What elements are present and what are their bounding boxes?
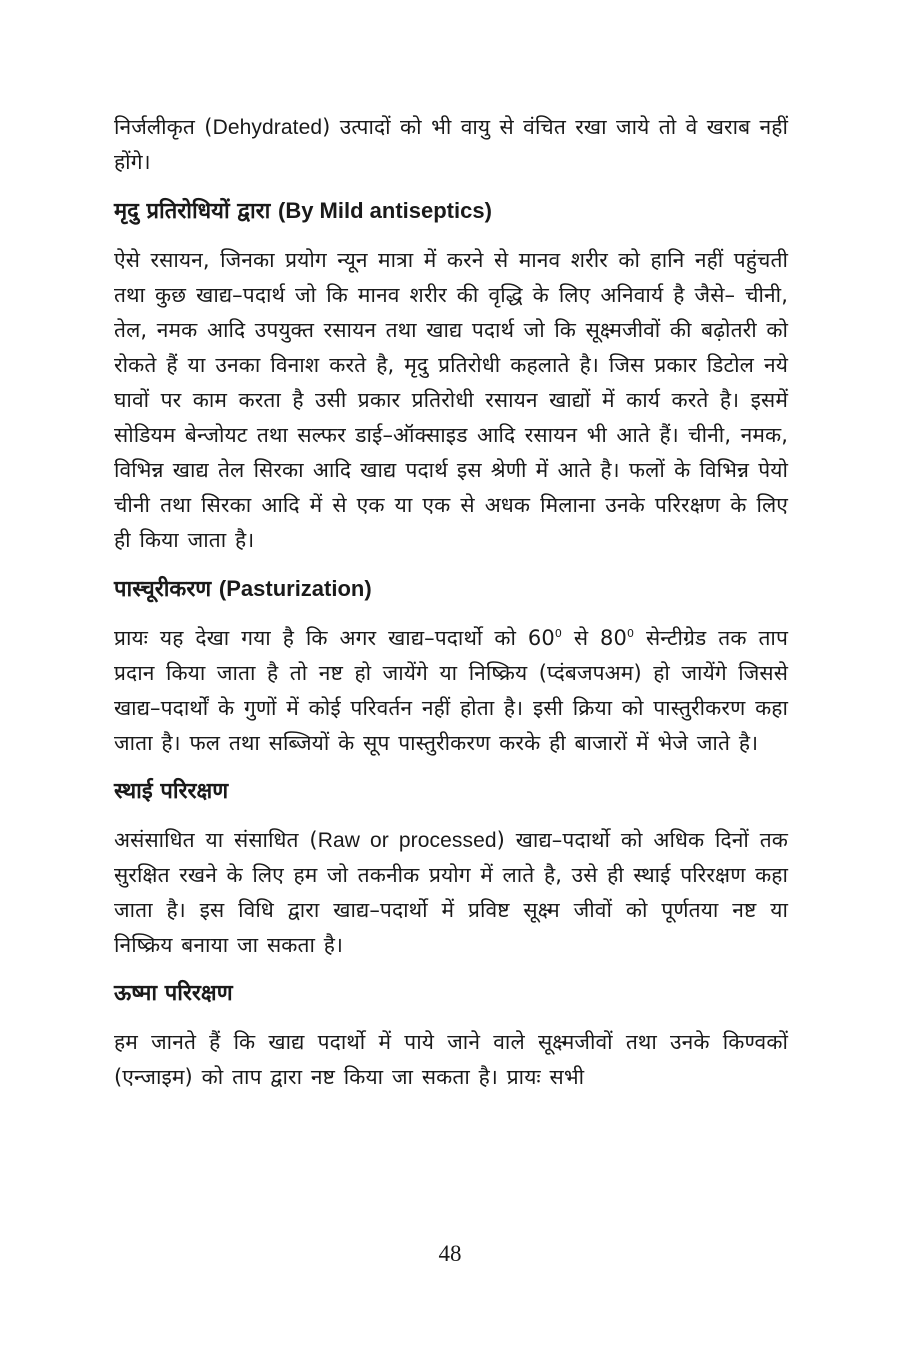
heading-mild-antiseptics-hindi: मृदु प्रतिरोधियों द्वारा [114, 199, 278, 224]
heading-pasteurization-hindi: पास्चूरीकरण [114, 577, 219, 602]
paragraph-permanent-preservation [114, 823, 788, 963]
degree-superscript-2: 0 [626, 627, 635, 640]
heading-mild-antiseptics [114, 194, 788, 229]
paragraph-permanent-preservation-pre: असंसाधित या संसाधित ( [114, 828, 318, 852]
page-content [114, 110, 788, 1095]
page-number: 48 [438, 1241, 462, 1266]
paragraph-permanent-preservation-latin: Raw or processed [317, 829, 497, 852]
paragraph-pasteurization-part1: प्रायः यह देखा गया है कि अगर खाद्य–पदार्थो को 60 [114, 626, 555, 650]
paragraph-dehydrated-pre: निर्जलीकृत ( [114, 115, 213, 139]
paragraph-dehydrated [114, 110, 788, 180]
heading-mild-antiseptics-latin: (By Mild antiseptics) [278, 198, 492, 223]
heading-pasteurization-latin: (Pasturization) [218, 576, 372, 601]
heading-pasteurization [114, 572, 788, 607]
paragraph-mild-antiseptics: ऐसे रसायन, जिनका प्रयोग न्यून मात्रा में करने से मानव शरीर को हानि नहीं पहुंचती तथा कुछ खाद्य–पदार्थ जो कि मानव शरीर की वृद्धि के लिए अनिवार्य है जैसे– चीनी, तेल, नमक आदि उपयुक्त रसायन तथा खाद्य पदार्थ जो कि सूक्ष्मजीवों की बढ़ोतरी को रोकते हैं या उनका विनाश करते है, मृदु प्रतिरोधी कहलाते है। जिस प्रकार डिटोल नये घावों पर काम करता है उसी प्रकार प्रतिरोधी रसायन खाद्यों में कार्य करते है। इसमें सोडियम बेन्जोयट तथा सल्फर डाई–ऑक्साइड आदि रसायन भी आते हैं। चीनी, नमक, विभिन्न खाद्य तेल सिरका आदि खाद्य पदार्थ इस श्रेणी में आते है। फलों के विभिन्न पेयो चीनी तथा सिरका आदि में से एक या एक से अधक मिलाना उनके परिरक्षण के लिए ही किया जाता है। [114, 248, 788, 552]
paragraph-dehydrated-post: ) उत्पादों को भी वायु से वंचित रखा जाये तो वे खराब नहीं होंगे। [114, 115, 788, 174]
paragraph-permanent-preservation-post: ) खाद्य–पदार्थो को अधिक दिनों तक सुरक्षित रखने के लिए हम जो तकनीक प्रयोग में लाते है, उसे ही स्थाई परिरक्षण कहा जाता है। इस विधि द्वारा खाद्य–पदार्थो में प्रविष्ट सूक्ष्म जीवों को पूर्णतया नष्ट या निष्क्रिय बनाया जा सकता है। [114, 828, 789, 957]
degree-superscript-1: 0 [554, 627, 562, 640]
paragraph-pasteurization-part3: सेन्टीग्रेड तक ताप प्रदान किया जाता है तो नष्ट हो जायेंगे या निष्क्रिय (प्दंबजपअम) हो जायेंगे जिससे खाद्य–पदार्थों के गुणों में कोई परिवर्तन नहीं होता है। इसी क्रिया को पास्तुरीकरण कहा जाता है। फल तथा सब्जियों के सूप पास्तुरीकरण करके ही बाजारों में भेजे जाते है। [114, 626, 788, 755]
heading-permanent-preservation: स्थाई परिरक्षण [114, 779, 229, 804]
heading-heat-preservation: ऊष्मा परिरक्षण [114, 981, 233, 1006]
paragraph-dehydrated-latin: Dehydrated [212, 116, 323, 139]
paragraph-pasteurization-part2: से 80 [561, 626, 627, 650]
paragraph-heat-preservation: हम जानते हैं कि खाद्य पदार्थो में पाये जाने वाले सूक्ष्मजीवों तथा उनके किण्वकों (एन्जाइम) को ताप द्वारा नष्ट किया जा सकता है। प्रायः सभी [114, 1030, 788, 1089]
paragraph-pasteurization [114, 621, 788, 761]
